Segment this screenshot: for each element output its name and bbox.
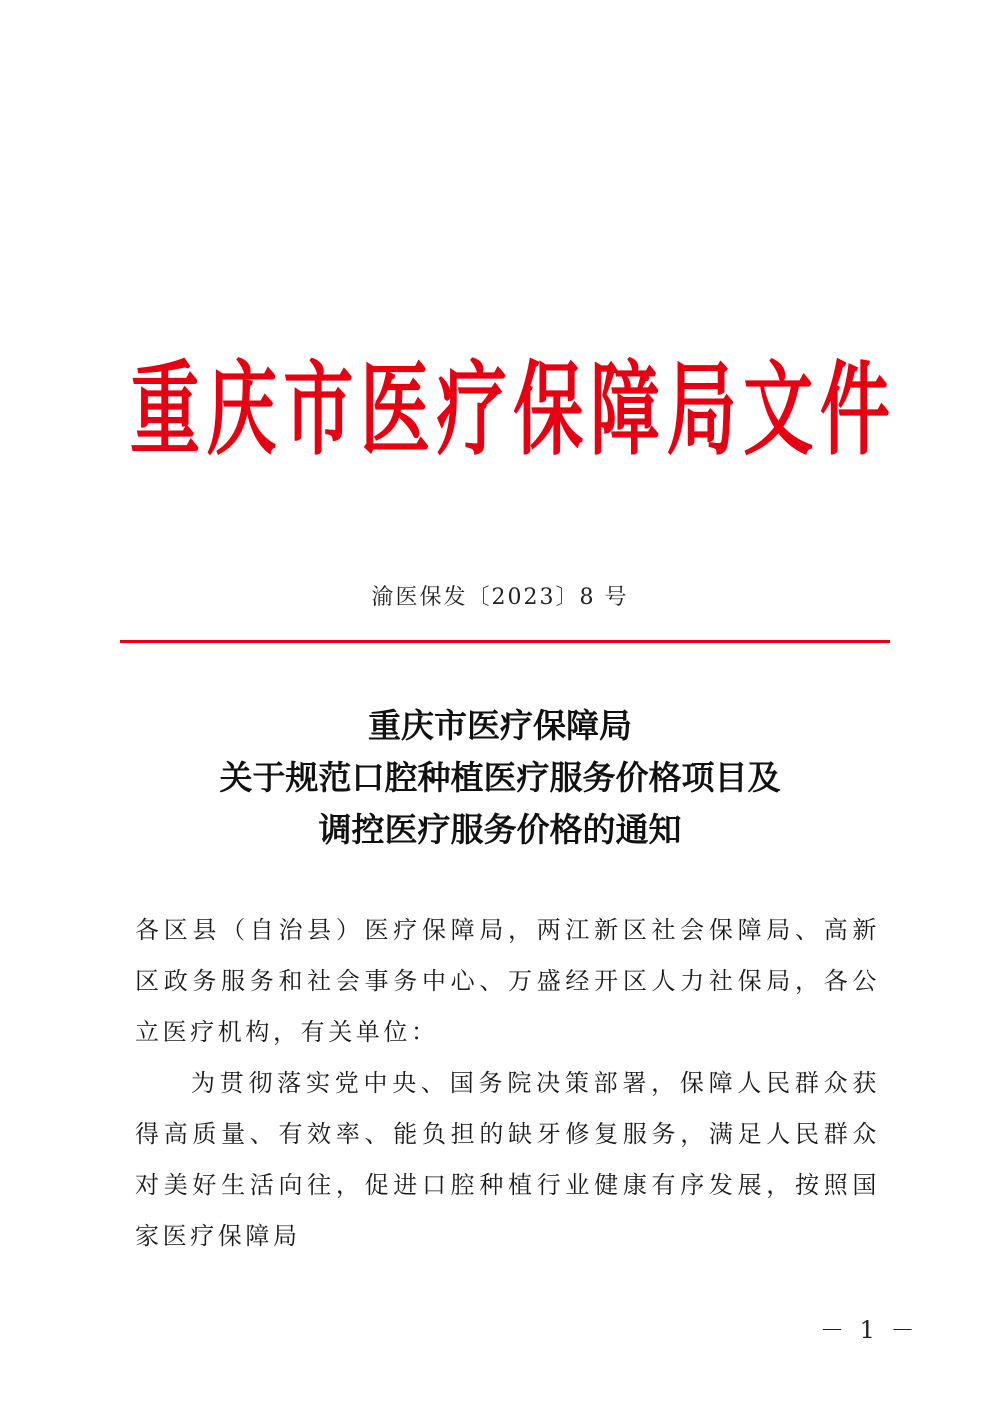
document-number: 渝医保发〔2023〕8 号	[371, 585, 629, 610]
masthead-char: 重	[130, 350, 200, 470]
title-line-3: 调控医疗服务价格的通知	[318, 810, 682, 849]
title-line-1: 重庆市医疗保障局	[368, 706, 632, 745]
masthead-char: 医	[359, 350, 430, 470]
document-body	[135, 905, 880, 1262]
masthead-char: 件	[819, 350, 890, 470]
masthead-char: 疗	[436, 350, 507, 470]
document-masthead	[130, 350, 890, 470]
title-line-2: 关于规范口腔种植医疗服务价格项目及	[219, 758, 781, 797]
red-divider-line	[120, 640, 890, 643]
masthead-char: 障	[589, 350, 660, 470]
salutation: 各区县（自治县）医疗保障局，两江新区社会保障局、高新区政务服务和社会事务中心、万盛经开区人力社保局，各公立医疗机构，有关单位：	[135, 916, 880, 1046]
body-paragraph: 为贯彻落实党中央、国务院决策部署，保障人民群众获得高质量、有效率、能负担的缺牙修复服务，满足人民群众对美好生活向往，促进口腔种植行业健康有序发展，按照国家医疗保障局	[135, 1069, 880, 1250]
masthead-char: 保	[513, 350, 584, 470]
page-number: － 1 －	[820, 1316, 919, 1344]
masthead-char: 局	[666, 350, 737, 470]
masthead-char: 文	[743, 350, 814, 470]
masthead-char: 市	[283, 350, 354, 470]
masthead-char: 庆	[206, 350, 277, 470]
document-title	[0, 700, 1000, 856]
